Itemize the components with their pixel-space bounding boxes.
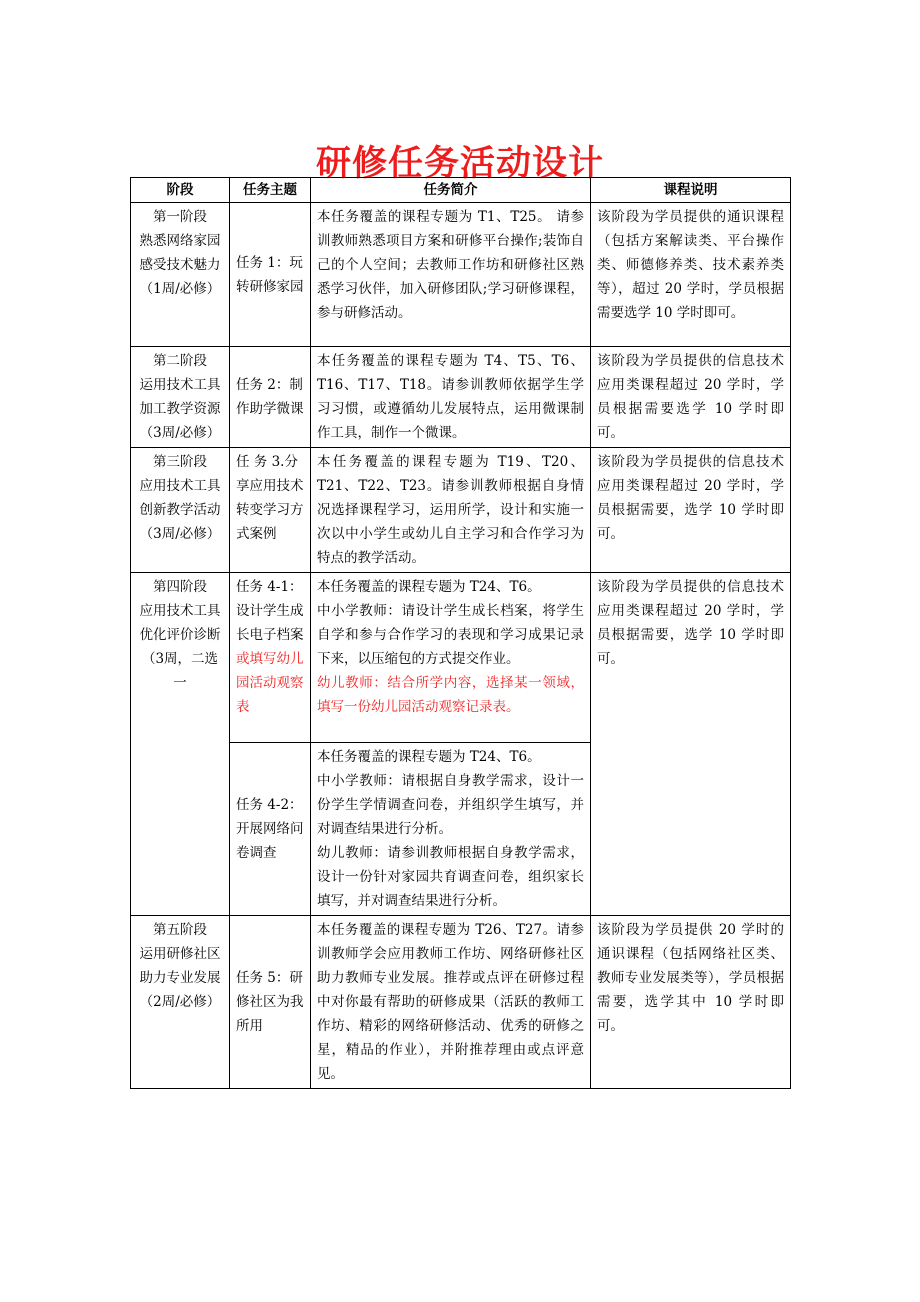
course-note: 该阶段为学员提供 20 学时的通识课程（包括网络社区类、教师专业发展类等），学员根据需要，选学其中 10 学时即可。: [597, 922, 784, 1034]
task-intro-kindergarten: 幼儿教师：结合所学内容，选择某一领域，填写一份幼儿园活动观察记录表。: [317, 675, 584, 715]
task-theme: 任务 5：研修社区为我所用: [236, 970, 304, 1034]
stage-cell: [131, 448, 230, 573]
task-intro: 本任务覆盖的课程专题为 T1、T25。 请参训教师熟悉项目方案和研修平台操作;装饰自己的个人空间；去教师工作坊和研修社区熟悉学习伙伴，加入研修团队;学习研修课程，参与研修活动。: [317, 209, 584, 321]
task-intro: 本任务覆盖的课程专题为 T26、T27。请参训教师学会应用教师工作坊、网络研修社区助力教师专业发展。推荐或点评在研修过程中对你最有帮助的研修成果（活跃的教师工作坊、精彩的网络研修活动、优秀的研修之星，精品的作业），并附推荐理由或点评意见。: [317, 922, 584, 1082]
task-intro: 本任务覆盖的课程专题为 T24、T6。: [317, 749, 541, 765]
header-task-intro: 任务简介: [311, 178, 591, 203]
course-note-cell: [591, 203, 791, 347]
course-note-cell: [591, 916, 791, 1089]
course-note-cell: [591, 347, 791, 448]
stage-line: 应用技术工具: [139, 478, 221, 494]
stage-name: 第一阶段: [153, 209, 207, 225]
task-theme-cell: [230, 347, 311, 448]
stage-line: 运用研修社区: [139, 946, 221, 962]
table-row: [131, 448, 791, 573]
stage-duration: （2周/必修）: [139, 994, 221, 1010]
stage-name: 第三阶段: [153, 454, 207, 470]
stage-name: 第二阶段: [153, 353, 207, 369]
course-note: 该阶段为学员提供的通识课程（包括方案解读类、平台操作类、师德修养类、技术素养类等），超过 20 学时，学员根据需要选学 10 学时即可。: [597, 209, 784, 321]
stage-duration: （1周/必修）: [139, 281, 221, 297]
document-title: 研修任务活动设计: [315, 144, 604, 184]
table-header-row: [131, 178, 791, 203]
stage-line: 优化评价诊断: [139, 627, 221, 643]
task-intro-primary: 中小学教师：请根据自身教学需求，设计一份学生学情调查问卷，并组织学生填写，并对调查结果进行分析。: [317, 773, 584, 837]
task-intro-cell: [311, 347, 591, 448]
task-theme-cell: [230, 573, 311, 743]
task-theme: 任 务 3.分享应用技术转变学习方式案例: [236, 454, 304, 542]
stage-name: 第四阶段: [153, 579, 207, 595]
stage-line: 熟悉网络家园: [139, 233, 221, 249]
stage-line: 应用技术工具: [139, 603, 221, 619]
course-note-cell: [591, 448, 791, 573]
course-note-cell: [591, 573, 791, 916]
stage-duration: （3周/必修）: [139, 526, 221, 542]
task-theme-cell: [230, 448, 311, 573]
course-note: 该阶段为学员提供的信息技术应用类课程超过 20 学时，学员根据需要选学 10 学时即可。: [597, 353, 784, 441]
task-intro-cell: [311, 203, 591, 347]
stage-line: 感受技术魅力: [139, 257, 221, 273]
task-intro-cell: [311, 743, 591, 916]
stage-line: 运用技术工具: [139, 377, 221, 393]
header-task-theme: 任务主题: [230, 178, 311, 203]
task-theme: 任务 1：玩转研修家园: [236, 254, 304, 295]
task-intro-cell: [311, 916, 591, 1089]
task-theme-cell: [230, 743, 311, 916]
task-intro: 本任务覆盖的课程专题为 T4、T5、T6、T16、T17、T18。请参训教师依据学生学习习惯，或遵循幼儿发展特点，运用微课制作工具，制作一个微课。: [317, 353, 584, 441]
task-intro: 本任务覆盖的课程专题为 T24、T6。: [317, 579, 541, 595]
task-intro-cell: [311, 573, 591, 743]
stage-duration: （3周，二选一: [141, 651, 219, 691]
table-row: [131, 916, 791, 1089]
task-theme: 任务 4-1：设计学生成长电子档案: [236, 579, 304, 643]
stage-cell: [131, 203, 230, 347]
table-row: [131, 347, 791, 448]
header-stage: 阶段: [131, 178, 230, 203]
task-theme: 任务 2：制作助学微课: [236, 377, 304, 417]
stage-line: 助力专业发展: [139, 970, 221, 986]
task-design-table: [130, 177, 791, 1089]
task-intro-kindergarten: 幼儿教师：请参训教师根据自身教学需求，设计一份针对家园共育调查问卷，组织家长填写，并对调查结果进行分析。: [317, 845, 584, 909]
course-note: 该阶段为学员提供的信息技术应用类课程超过 20 学时，学员根据需要，选学 10 学时即可。: [597, 454, 784, 542]
stage-cell: [131, 916, 230, 1089]
task-intro-cell: [311, 448, 591, 573]
stage-name: 第五阶段: [153, 922, 207, 938]
stage-line: 加工教学资源: [139, 401, 221, 417]
task-intro-primary: 中小学教师：请设计学生成长档案，将学生自学和参与合作学习的表现和学习成果记录下来，以压缩包的方式提交作业。: [317, 603, 584, 667]
stage-cell: [131, 573, 230, 916]
task-intro: 本任务覆盖的课程专题为 T19、T20、T21、T22、T23。请参训教师根据自身情况选择课程学习，运用所学，设计和实施一次以中小学生或幼儿自主学习和合作学习为特点的教学活动。: [317, 454, 584, 566]
course-note: 该阶段为学员提供的信息技术应用类课程超过 20 学时，学员根据需要，选学 10 学时即可。: [597, 579, 784, 667]
task-theme-cell: [230, 916, 311, 1089]
task-theme-cell: [230, 203, 311, 347]
table-row: [131, 203, 791, 347]
stage-line: 创新教学活动: [139, 502, 221, 518]
task-theme: 任务 4-2：开展网络问卷调查: [236, 797, 304, 861]
table-row: [131, 573, 791, 743]
stage-cell: [131, 347, 230, 448]
header-course-note: 课程说明: [591, 178, 791, 203]
stage-duration: （3周/必修）: [139, 425, 221, 441]
task-theme-alt: 或填写幼儿园活动观察表: [236, 651, 304, 715]
